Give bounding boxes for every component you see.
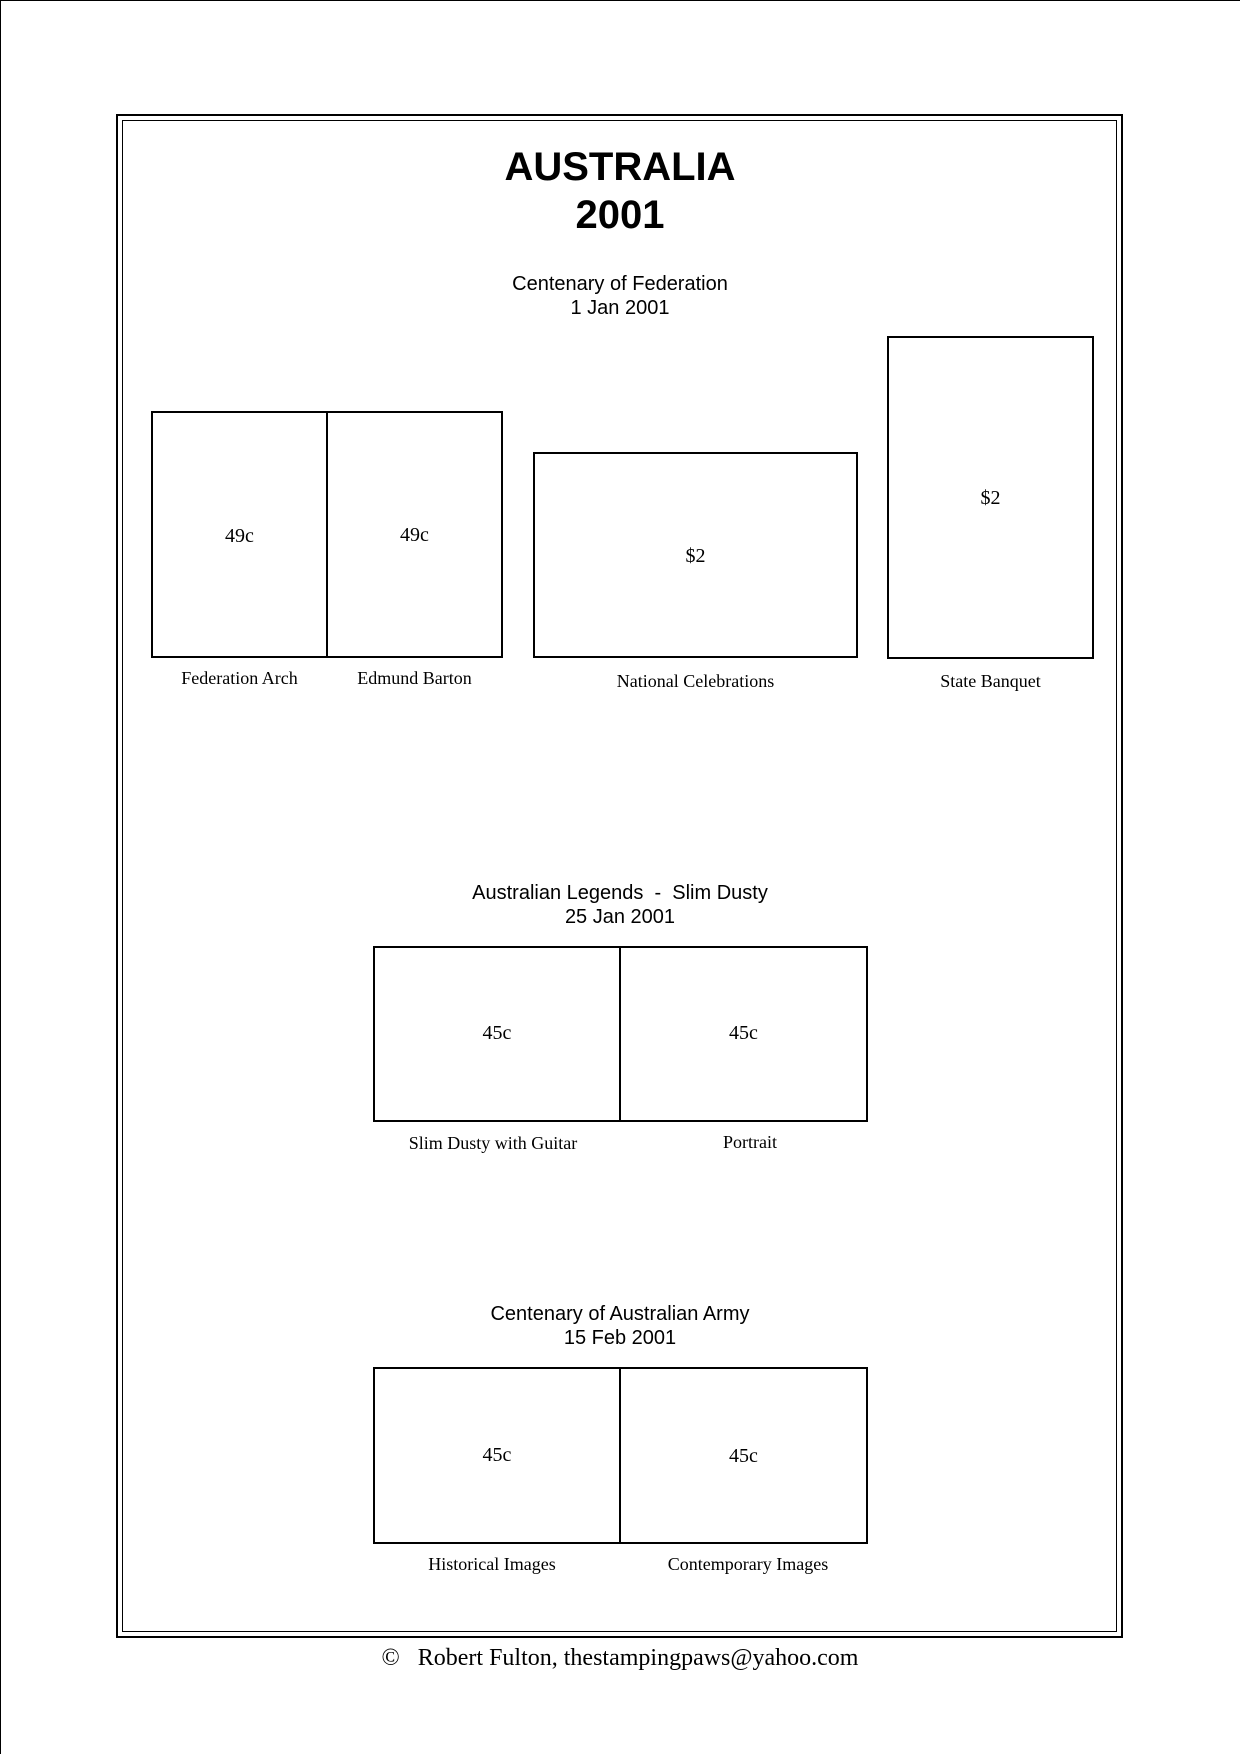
section-date-army: 15 Feb 2001 (563, 1327, 677, 1349)
stamp-caption-state-banquet: State Banquet (940, 671, 1041, 691)
stamp-caption-army-contemporary: Contemporary Images (667, 1554, 829, 1574)
section-title-army: Centenary of Australian Army (490, 1303, 750, 1325)
page-edge-top (0, 0, 1240, 1)
stamp-slot-slim-dusty-portrait (619, 946, 868, 1122)
section-date-slim-dusty: 25 Jan 2001 (564, 906, 676, 928)
stamp-value: 45c (482, 1022, 512, 1044)
stamp-value: 45c (729, 1445, 758, 1467)
stamp-value: 49c (400, 524, 429, 546)
stamp-caption-slim-dusty-guitar: Slim Dusty with Guitar (408, 1133, 578, 1153)
stamp-slot-edmund-barton (326, 411, 503, 658)
stamp-value: 45c (729, 1022, 758, 1044)
stamp-slot-federation-arch (151, 411, 328, 658)
stamp-caption-army-historical: Historical Images (428, 1554, 556, 1574)
stamp-caption-edmund-barton: Edmund Barton (357, 668, 472, 688)
stamp-slot-army-contemporary (619, 1367, 868, 1544)
page-footer (0, 1644, 1240, 1672)
stamp-caption-national-celebrations: National Celebrations (616, 671, 775, 691)
stamp-caption-slim-dusty-portrait: Portrait (723, 1132, 777, 1152)
stamp-value: 49c (225, 525, 254, 547)
section-date-federation: 1 Jan 2001 (570, 297, 670, 319)
stamp-caption-federation-arch: Federation Arch (181, 668, 298, 688)
stamp-value: $2 (980, 487, 1001, 509)
stamp-slot-national-celebrations (533, 452, 858, 658)
stamp-value: $2 (685, 545, 706, 567)
stamp-slot-army-historical (373, 1367, 621, 1544)
section-title-slim-dusty: Australian Legends - Slim Dusty (472, 882, 768, 904)
stamp-value: 45c (482, 1444, 512, 1466)
stamp-slot-state-banquet (887, 336, 1094, 659)
page-edge-left (0, 0, 1, 1754)
section-title-federation: Centenary of Federation (512, 273, 728, 295)
stamp-slot-slim-dusty-guitar (373, 946, 621, 1122)
footer-author-email: Robert Fulton, thestampingpaws@yahoo.com (417, 1645, 859, 1671)
copyright-symbol: © (381, 1645, 400, 1671)
page-title-country: AUSTRALIA (504, 145, 736, 189)
page-title-year: 2001 (575, 193, 665, 237)
